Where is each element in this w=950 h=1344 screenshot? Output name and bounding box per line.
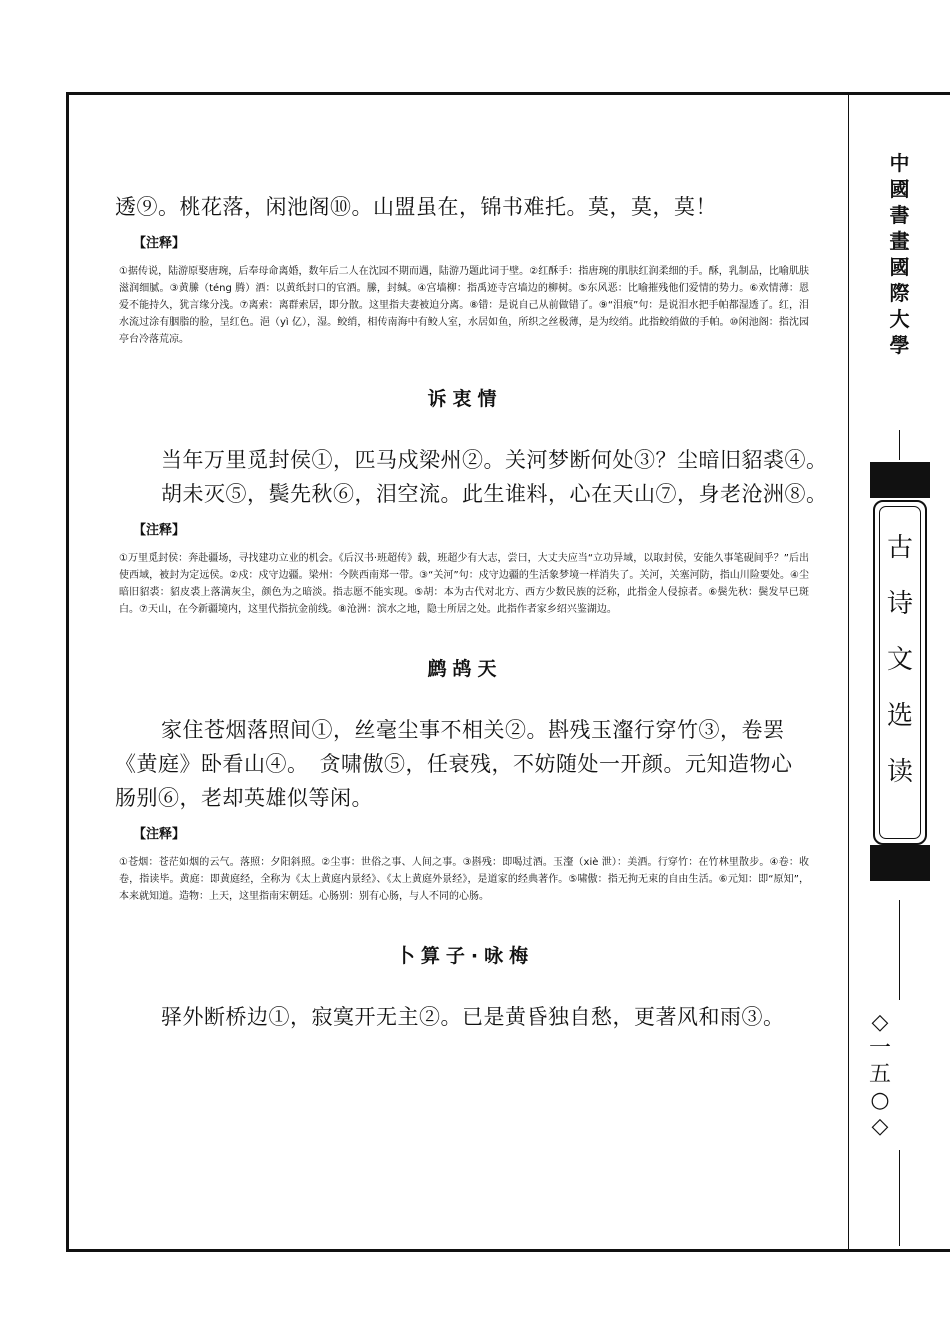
verse-line: 《黄庭》卧看山④。 贪啸傲⑤，任衰残，不妨随处一开颜。元知造物心: [115, 752, 793, 776]
school-char: 中: [889, 151, 910, 175]
verse-line: 当年万里觅封侯①，匹马戍梁州②。关河梦断何处③？尘暗旧貂裘④。: [161, 448, 828, 472]
book-title-char: 读: [886, 757, 913, 787]
school-char: 大: [889, 307, 910, 331]
book-title-char: 文: [886, 645, 913, 675]
side-rule: [899, 1150, 900, 1246]
page-number-char: ◇: [871, 1010, 889, 1035]
verse-line: 驿外断桥边①，寂寞开无主②。已是黄昏独自愁，更著风和雨③。: [161, 1005, 785, 1029]
poem-title: 卜算子·咏梅: [395, 945, 535, 967]
school-char: 畫: [889, 229, 910, 253]
note-heading: 【注释】: [133, 236, 186, 251]
poem-title: 鹧鸪天: [427, 658, 503, 680]
note-heading: 【注释】: [133, 523, 186, 538]
note-body: ①万里觅封侯：奔赴疆场，寻找建功立业的机会。《后汉书·班超传》载，班超少有大志，尝曰，大丈夫应当“立功异域，以取封侯，安能久事笔砚间乎？”后出使西域，被封为定远侯。②戍：戍守边疆。梁州：今陕西南郑一带。③“关河”句：戍守边疆的生活象梦境一样消失了。关河，关塞河防，指山川险要处。④尘暗旧貂裘：貂皮裘上落满灰尘，颜色为之暗淡。指志愿不能实现。⑤胡：本为古代对北方、西方少数民族的泛称，此指金人侵掠者。⑥鬓先秋：鬓发早已斑白。⑦天山，在今新疆境内，这里代指抗金前线。⑧沧洲：滨水之地，隐士所居之处。此指作者家乡绍兴鉴湖边。: [119, 553, 809, 615]
ornament-band-top: [870, 462, 930, 498]
book-title-char: 诗: [886, 589, 913, 619]
school-char: 國: [889, 177, 910, 201]
book-title-char: 选: [886, 701, 913, 731]
book-title-char: 古: [886, 533, 913, 563]
page-number-char: ○: [870, 1088, 890, 1113]
main-content: [115, 190, 828, 1034]
side-rule: [899, 900, 900, 1000]
school-char: 學: [889, 333, 910, 357]
note-body: ①据传说，陆游原娶唐琬，后奉母命离婚，数年后二人在沈园不期而遇，陆游乃题此词于壁。②红酥手：指唐琬的肌肤红润柔细的手。酥，乳制品，比喻肌肤滋润细腻。③黄縢（téng 腾）酒：以黄纸封口的官酒。縢，封缄。④宫墙柳：指禹迹寺宫墙边的柳树。⑤东风恶：比喻摧残他们爱情的势力。⑥欢情薄：恩爱不能持久，犹言缘分浅。⑦离索：离群索居，即分散。这里指夫妻被迫分离。⑧错：是说自己从前做错了。⑨“泪痕”句：是说泪水把手帕都湿透了。红，泪水流过涂有胭脂的脸，呈红色。浥（yì 亿），湿。鲛绡，相传南海中有鲛人室，水居如鱼，所织之丝极薄，是为绞绡。此指鲛绡做的手帕。⑩闲池阁：指沈园亭台冷落荒凉。: [119, 266, 809, 345]
school-char: 書: [889, 203, 910, 227]
page-number-char: 五: [868, 1062, 891, 1087]
school-char: 際: [889, 281, 910, 305]
note-heading: 【注释】: [133, 827, 186, 842]
side-rule: [899, 430, 900, 460]
school-name: [849, 150, 950, 358]
verse-line: 胡未灭⑤，鬓先秋⑥，泪空流。此生谁料，心在天山⑦，身老沧洲⑧。: [161, 482, 828, 506]
verse-line: 家住苍烟落照间①，丝毫尘事不相关②。斟残玉瀣行穿竹③，卷罢: [161, 718, 785, 742]
page-number-char: ◇: [871, 1114, 889, 1139]
book-title: [873, 520, 927, 800]
verse-line: 肠别⑥，老却英雄似等闲。: [115, 786, 373, 810]
school-char: 國: [889, 255, 910, 279]
page-number: [860, 1010, 900, 1140]
ornament-band-bottom: [870, 845, 930, 881]
note-body: ①苍烟：苍茫如烟的云气。落照：夕阳斜照。②尘事：世俗之事、人间之事。③斟残：即喝过酒。玉瀣（xiè 泄）：美酒。行穿竹：在竹林里散步。④卷：收卷，指读毕。黄庭：即黄庭经，全称为《太上黄庭内景经》、《太上黄庭外景经》，是道家的经典著作。⑤啸傲：指无拘无束的自由生活。⑥元知：即“原知”，本来就知道。造物：上天，这里指南宋朝廷。心肠别：别有心肠，与人不同的心肠。: [119, 857, 809, 902]
poem-title: 诉衷情: [427, 388, 503, 410]
verse-line: 透⑨。桃花落，闲池阁⑩。山盟虽在，锦书难托。莫，莫，莫！: [115, 195, 717, 219]
page-number-char: 一: [868, 1036, 891, 1061]
